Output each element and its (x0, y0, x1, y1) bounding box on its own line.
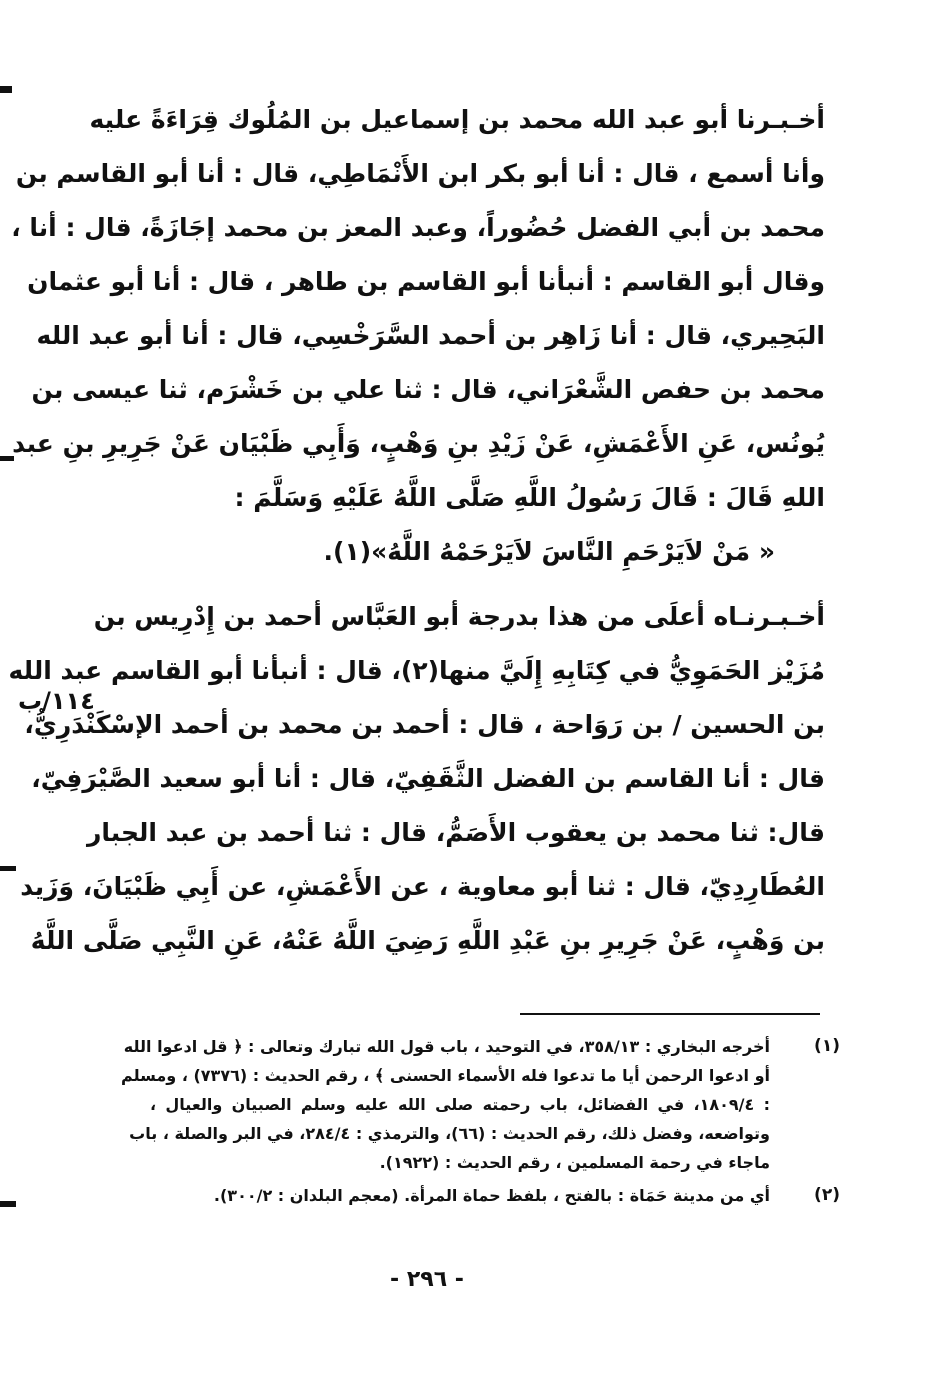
text-line: العُطَارِدِيّ، قال : ثنا أبو معاوية ، عن الأَعْمَشِ، عن أَبِي ظَبْيَانَ، وَزَيد (20, 872, 825, 901)
text-line: وأنا أسمع ، قال : أنا أبو بكر ابن الأَنْمَاطِي، قال : أنا أبو القاسم بن (15, 159, 825, 188)
text-line: قال: ثنا محمد بن يعقوب الأَصَمُّ، قال : ثنا أحمد بن عبد الجبار (87, 818, 825, 847)
page-number: - ٢٩٦ - (390, 1267, 464, 1292)
text-line: وقال أبو القاسم : أنبأنا أبو القاسم بن طاهر ، قال : أنا أبو عثمان (27, 267, 825, 296)
footnote-line: أو ادعوا الرحمن أيا ما تدعوا فله الأسماء الحسنى ﴾ ، رقم الحديث : (٧٣٧٦) ، ومسلم (121, 1066, 770, 1085)
text-line: بن وَهْبٍ، عَنْ جَرِيرِ بنِ عَبْدِ اللَّهِ رَضِيَ اللَّهُ عَنْهُ، عَنِ النَّبِي صَلَّى اللَّهُ (30, 926, 825, 955)
text-line: قال : أنا القاسم بن الفضل الثَّقَفِيّ، قال : أنا أبو سعيد الصَّيْرَفِيّ، (31, 764, 825, 793)
footnote-line: ماجاء في رحمة المسلمين ، رقم الحديث : (١٩٢٢). (379, 1153, 770, 1172)
footnote-text (121, 1032, 771, 1177)
scan-mark (0, 1201, 16, 1207)
scan-mark (0, 86, 12, 93)
text-line: بن الحسين / بن رَوَاحة ، قال : أحمد بن محمد بن أحمد الإسْكَنْدَرِيُّ، (24, 710, 825, 739)
text-line: يُونُس، عَنِ الأَعْمَشِ، عَنْ زَيْدِ بنِ وَهْبٍ، وَأَبِي ظَبْيَان عَنْ جَرِيرِ بنِ عبد (12, 429, 825, 458)
text-line: أخـبـرنا أبو عبد الله محمد بن إسماعيل بن المُلُوك قِرَاءَةً عليه (89, 105, 825, 134)
footnote-separator (520, 1013, 820, 1015)
paragraph-gap (155, 579, 825, 590)
footnote-1 (121, 1032, 840, 1177)
text-line: أخـبـرنـاه أعلَى من هذا بدرجة أبو العَبَّاس أحمد بن إِدْرِيس بن (93, 602, 825, 631)
footnote-line: أي من مدينة حَمَاة : بالفتح ، بلفظ حماة المرأة. (معجم البلدان : ٣٠٠/٢). (213, 1186, 770, 1205)
text-line: مُزَيْز الحَمَوِيُّ في كِتَابِهِ إِلَيَّ منها(٢)، قال : أنبأنا أبو القاسم عبد الله (8, 656, 825, 685)
footnote-number: (٢) (814, 1185, 840, 1205)
text-line: محمد بن حفص الشَّعْرَاني، قال : ثنا علي بن خَشْرَم، ثنا عيسى بن (31, 375, 825, 404)
text-line: محمد بن أبي الفضل حُضُوراً، وعبد المعز بن محمد إجَازَةً، قال : أنا ، (11, 213, 825, 242)
footnote-text (150, 1181, 770, 1210)
footnote-line: : ١٨٠٩/٤، في الفضائل، باب رحمته صلى الله عليه وسلم الصبيان والعيال ، (150, 1095, 771, 1114)
text-line: البَحِيري، قال : أنا زَاهِر بن أحمد السَّرَخْسِي، قال : أنا أبو عبد الله (36, 321, 825, 350)
footnote-number: (١) (814, 1036, 840, 1056)
paragraph-1 (11, 93, 825, 579)
footnote-2 (150, 1181, 840, 1210)
manuscript-folio-note: ١١٤/ب (18, 687, 95, 715)
scan-mark (0, 866, 16, 871)
footnote-line: أخرجه البخاري : ٣٥٨/١٣، في التوحيد ، باب قول الله تبارك وتعالى : ﴿ قل ادعوا الله (123, 1037, 770, 1056)
text-line: اللهِ قَالَ : قَالَ رَسُولُ اللَّهِ صَلَّى اللَّهُ عَلَيْهِ وَسَلَّمَ : (234, 483, 825, 512)
footnotes (121, 1032, 840, 1210)
hadith-quote: « مَنْ لاَيَرْحَمِ النَّاسَ لاَيَرْحَمْهُ اللَّهُ»(١). (323, 537, 775, 566)
footnote-line: وتواضعه، وفضل ذلك، رقم الحديث : (٦٦)، والترمذي : ٢٨٤/٤، في البر والصلة ، باب (129, 1124, 770, 1143)
